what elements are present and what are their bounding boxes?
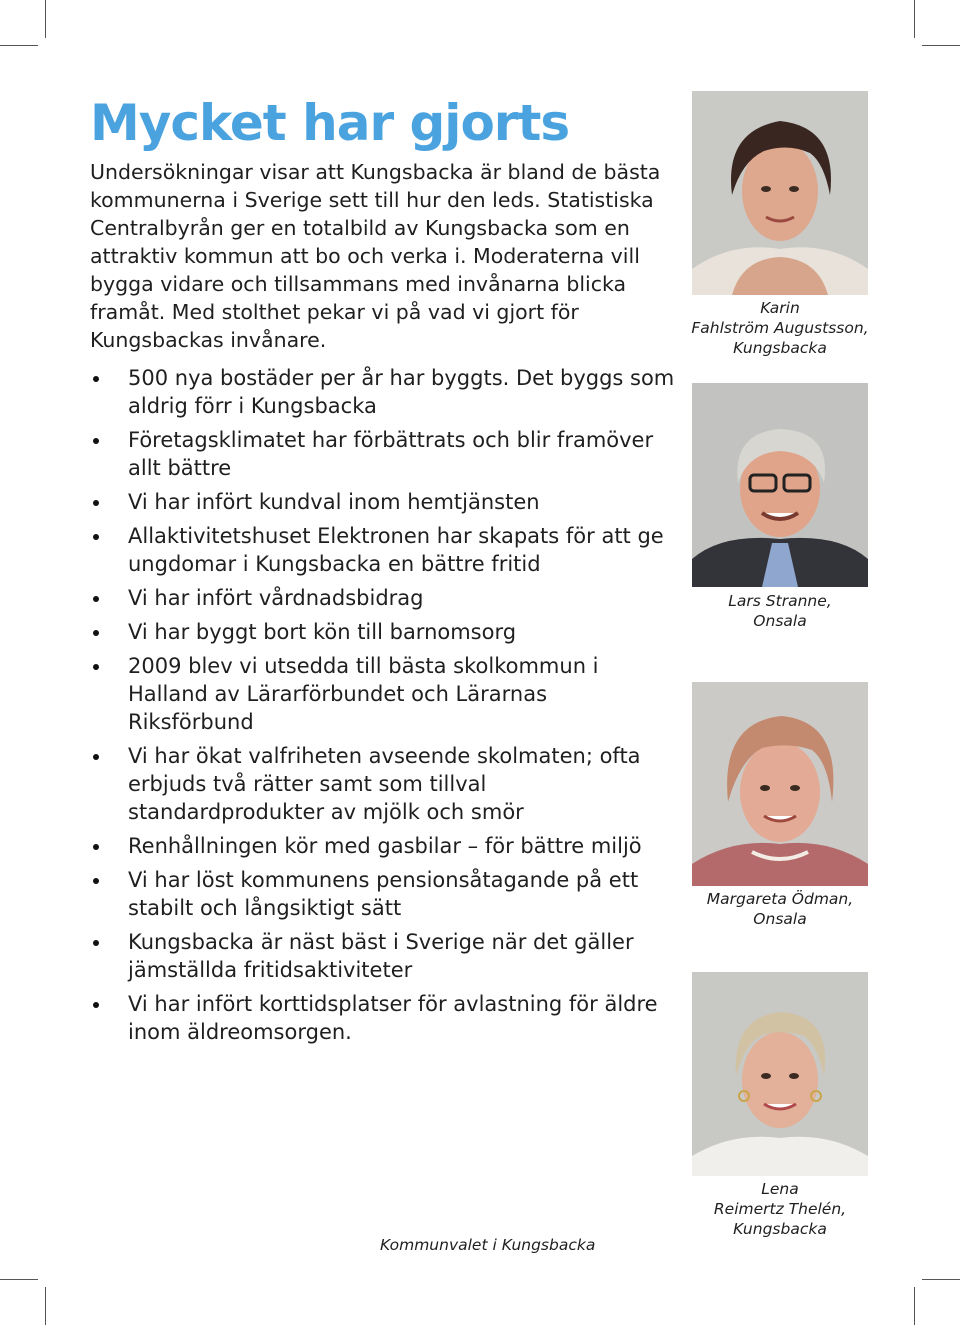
caption-line: Onsala xyxy=(753,612,807,630)
list-item: Kungsbacka är näst bäst i Sverige när det gäller jämställda fritidsaktiviteter xyxy=(90,928,675,984)
list-item: 500 nya bostäder per år har byggts. Det byggs som aldrig förr i Kungsbacka xyxy=(90,364,675,420)
caption-line: Kungsbacka xyxy=(733,339,827,357)
list-item: 2009 blev vi utsedda till bästa skolkommun i Halland av Lärarförbundet och Lärarnas Riksförbund xyxy=(90,652,675,736)
crop-mark xyxy=(914,0,915,38)
intro-paragraph: Undersökningar visar att Kungsbacka är bland de bästa kommunerna i Sverige sett till hur den leds. Statistiska Centralbyrån ger en totalbild av Kungsbacka som en attraktiv kommun att bo och verka i. Moderaterna vill bygga vidare och tillsammans med invånarna blicka framåt. Med stolthet pekar vi på vad vi gjort för Kungsbackas invånare. xyxy=(90,160,661,352)
list-item: Företagsklimatet har förbättrats och blir framöver allt bättre xyxy=(90,426,675,482)
portrait-caption-lena xyxy=(682,1179,878,1239)
list-item: Renhållningen kör med gasbilar – för bättre miljö xyxy=(90,832,675,860)
portrait-photo-margareta xyxy=(692,682,868,886)
list-item: Allaktivitetshuset Elektronen har skapats för att ge ungdomar i Kungsbacka en bättre fritid xyxy=(90,522,675,578)
list-item: Vi har infört kundval inom hemtjänsten xyxy=(90,488,675,516)
portrait-caption-lars xyxy=(682,591,878,631)
crop-mark xyxy=(922,1279,960,1280)
portrait-photo-lena xyxy=(692,972,868,1176)
crop-mark xyxy=(922,45,960,46)
list-item: Vi har ökat valfriheten avseende skolmaten; ofta erbjuds två rätter samt som tillval standardprodukter av mjölk och smör xyxy=(90,742,675,826)
crop-mark xyxy=(45,0,46,38)
portrait-caption-margareta xyxy=(682,889,878,929)
list-item: Vi har infört vårdnadsbidrag xyxy=(90,584,675,612)
list-item: Vi har infört korttidsplatser för avlastning för äldre inom äldreomsorgen. xyxy=(90,990,675,1046)
portrait-caption-karin xyxy=(682,298,878,358)
caption-line: Reimertz Thelén, xyxy=(713,1200,847,1218)
caption-line: Karin xyxy=(760,299,800,317)
caption-line: Kungsbacka xyxy=(733,1220,827,1238)
crop-mark xyxy=(914,1287,915,1325)
page-footer: Kommunvalet i Kungsbacka xyxy=(380,1236,596,1254)
caption-line: Onsala xyxy=(753,910,807,928)
achievements-list xyxy=(90,364,675,1052)
page-title: Mycket har gjorts xyxy=(90,94,570,152)
portrait-photo-karin xyxy=(692,91,868,295)
crop-mark xyxy=(0,45,38,46)
list-item: Vi har byggt bort kön till barnomsorg xyxy=(90,618,675,646)
list-item: Vi har löst kommunens pensionsåtagande på ett stabilt och långsiktigt sätt xyxy=(90,866,675,922)
caption-line: Lena xyxy=(761,1180,799,1198)
caption-line: Fahlström Augustsson, xyxy=(691,319,869,337)
portrait-photo-lars xyxy=(692,383,868,587)
caption-line: Margareta Ödman, xyxy=(706,890,854,908)
crop-mark xyxy=(0,1279,38,1280)
crop-mark xyxy=(45,1287,46,1325)
caption-line: Lars Stranne, xyxy=(728,592,832,610)
